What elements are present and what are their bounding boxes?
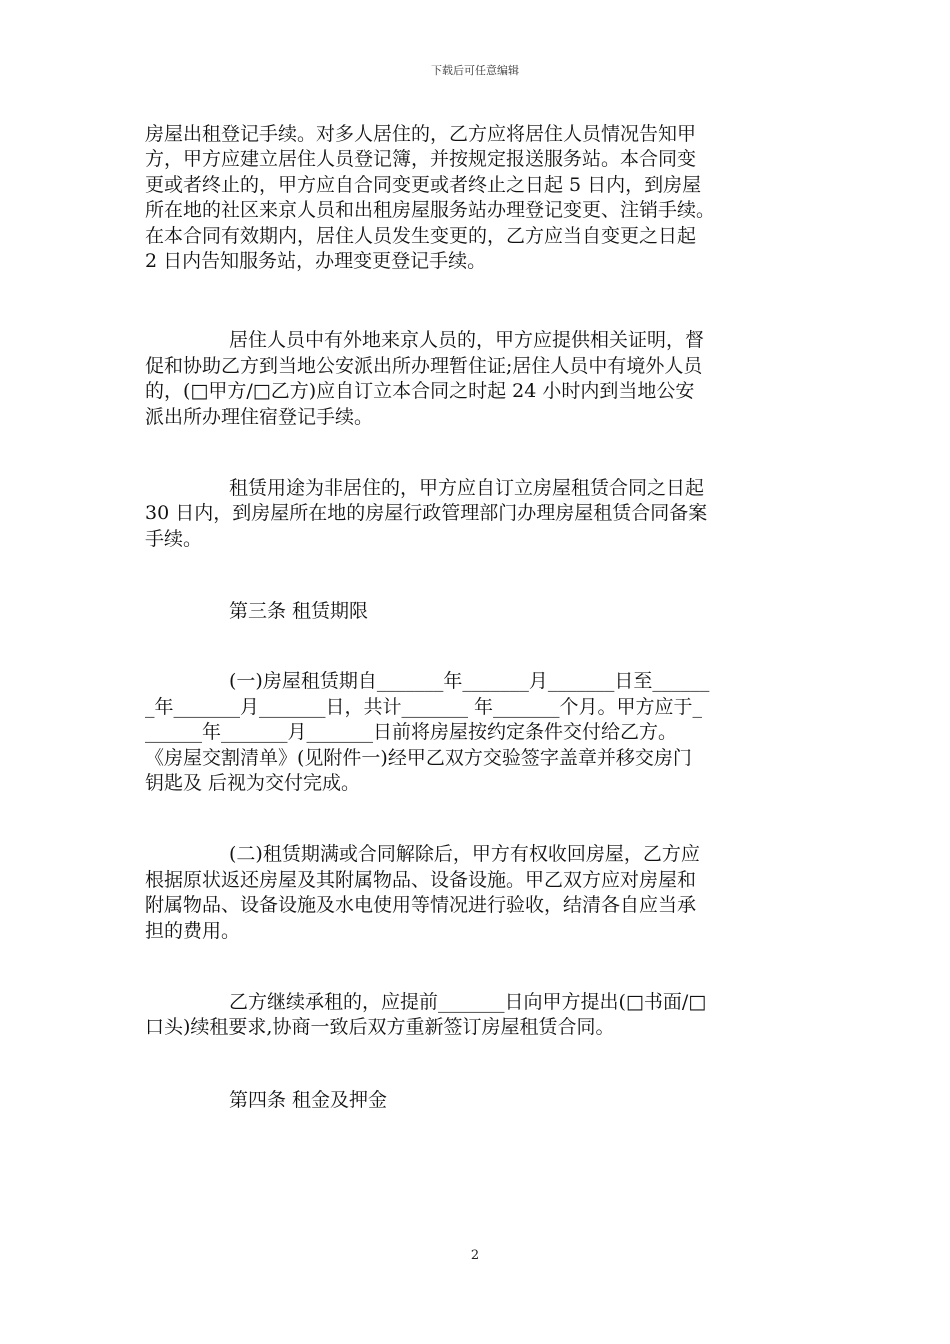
text-line: (一)房屋租赁期自_______年_______月_______日至______ [229,670,710,693]
page-number: 2 [470,1248,480,1263]
text-line: 口头)续租要求,协商一致后双方重新签订房屋租赁合同。 [145,1016,615,1039]
text-line: 担的费用。 [145,919,241,942]
text-line: 促和协助乙方到当地公安派出所办理暂住证;居住人员中有境外人员 [145,354,703,377]
section-heading-article-4: 第四条 租金及押金 [229,1088,388,1111]
text-line: (二)租赁期满或合同解除后，甲方有权收回房屋，乙方应 [229,843,700,866]
paragraph-non-residential [145,476,817,552]
text-line: 乙方继续承租的，应提前_______日向甲方提出(□书面/□ [229,990,707,1013]
paragraph-lease-end [145,842,817,944]
text-line: 居住人员中有外地来京人员的，甲方应提供相关证明，督 [229,329,705,352]
text-line: 方，甲方应建立居住人员登记簿，并按规定报送服务站。本合同变 [145,148,697,171]
text-line: 钥匙及 后视为交付完成。 [145,771,361,794]
paragraph-lease-term [145,669,817,796]
text-line: 所在地的社区来京人员和出租房屋服务站办理登记变更、注销手续。 [145,199,716,222]
text-line: 的，(□甲方/□乙方)应自订立本合同之时起 24 小时内到当地公安 [145,380,695,403]
text-line: 《房屋交割清单》(见附件一)经甲乙双方交验签字盖章并移交房门 [145,746,692,769]
paragraph-renewal [145,990,817,1041]
paragraph-outside-residents [145,328,817,430]
section-heading-article-3: 第三条 租赁期限 [229,600,369,623]
text-line: 租赁用途为非居住的，甲方应自订立房屋租赁合同之日起 [229,477,705,500]
paragraph-registration [145,122,817,274]
text-line: 手续。 [145,527,203,550]
text-line: 根据原状返还房屋及其附属物品、设备设施。甲乙双方应对房屋和 [145,868,697,891]
text-line: 附属物品、设备设施及水电使用等情况进行验收，结清各自应当承 [145,894,697,917]
text-line: 30 日内，到房屋所在地的房屋行政管理部门办理房屋租赁合同备案 [145,502,708,525]
text-line: 房屋出租登记手续。对多人居住的，乙方应将居住人员情况告知甲 [145,123,697,145]
text-line: ______年_______月_______日前将房屋按约定条件交付给乙方。 [145,721,678,744]
text-line: 在本合同有效期内，居住人员发生变更的，乙方应当自变更之日起 [145,224,697,247]
text-line: _年_______月_______日，共计_______ 年_______个月。甲方应于_ [145,695,703,718]
text-line: 2 日内告知服务站，办理变更登记手续。 [145,250,487,273]
document-body [145,122,817,1113]
text-line: 更或者终止的，甲方应自合同变更或者终止之日起 5 日内，到房屋 [145,173,702,196]
page-header: 下载后可任意编辑 [431,64,519,77]
text-line: 派出所办理住宿登记手续。 [145,405,374,428]
